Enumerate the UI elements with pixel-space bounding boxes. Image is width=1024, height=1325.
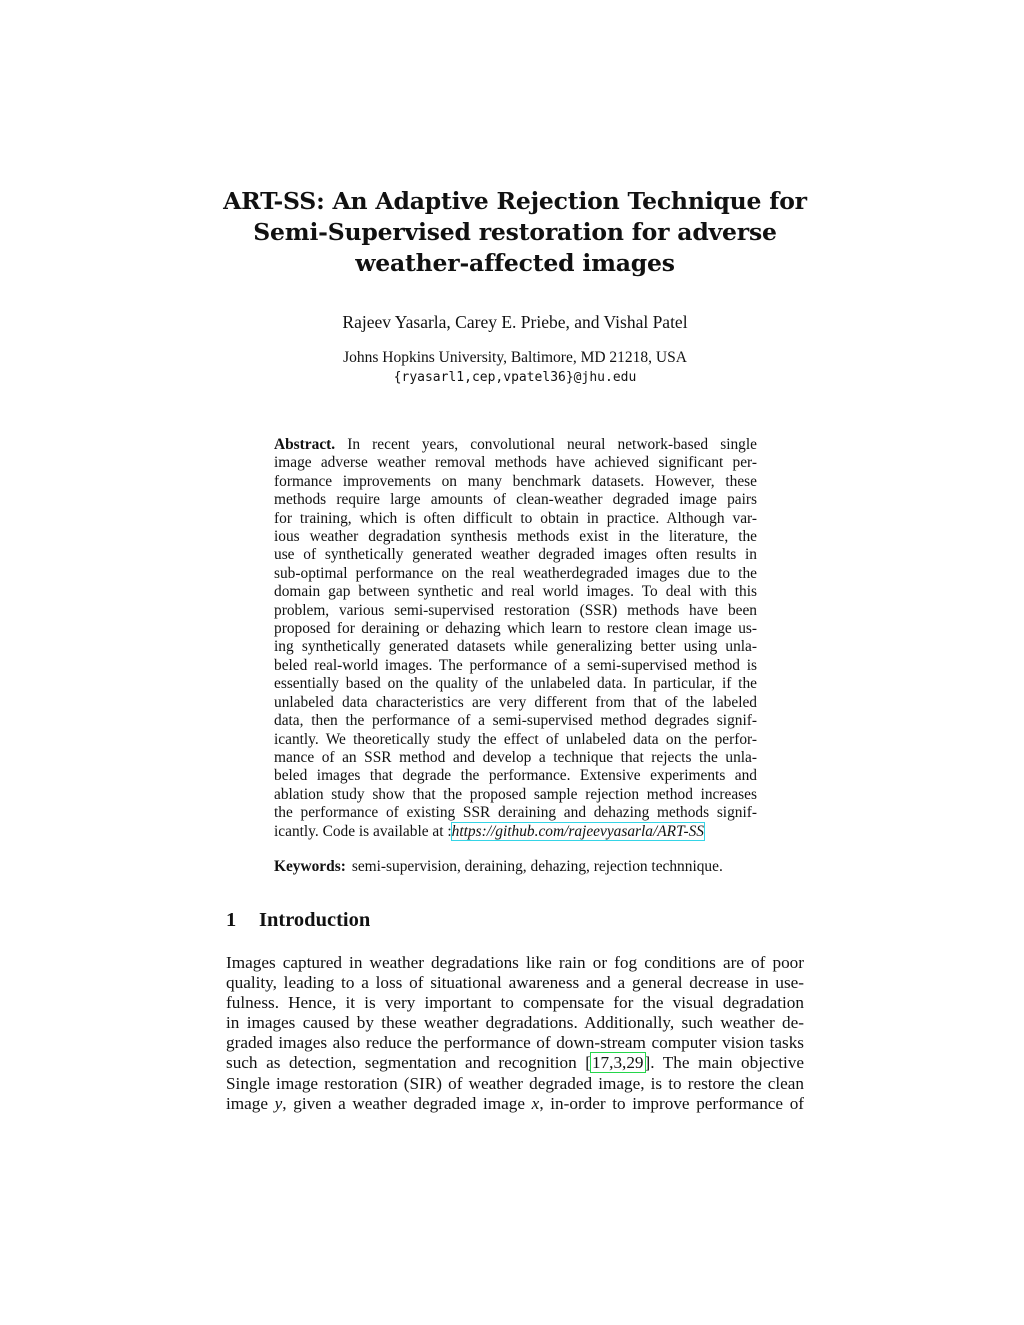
abstract-line: formance improvements on many benchmark datasets. However, these: [274, 472, 757, 490]
abstract-line: problem, various semi-supervised restoration (SSR) methods have been: [274, 601, 757, 619]
intro-line: in images caused by these weather degradations. Additionally, such weather de-: [226, 1013, 804, 1033]
variable-y: y: [274, 1093, 283, 1113]
introduction-paragraph: [226, 953, 804, 1114]
abstract-line: ablation study show that the proposed sample rejection method increases: [274, 785, 757, 803]
abstract-line: data, then the performance of a semi-supervised method degrades signif-: [274, 712, 757, 730]
abstract-line: mance of an SSR method and develop a technique that rejects the unla-: [274, 748, 757, 766]
abstract-label: Abstract.: [274, 436, 336, 453]
abstract-line: the performance of existing SSR deraining and dehazing methods signif-: [274, 804, 757, 822]
abstract-line: beled images that degrade the performance. Extensive experiments and: [274, 767, 757, 785]
section-heading: [226, 909, 370, 932]
section-number: 1: [226, 909, 237, 931]
abstract-line: methods require large amounts of clean-weather degraded image pairs: [274, 491, 757, 509]
abstract-line: proposed for deraining or dehazing which learn to restore clean image us-: [274, 620, 757, 638]
paper-title: [200, 186, 830, 279]
abstract-last-line: icantly. Code is available at :: [274, 822, 452, 840]
keywords-label: Keywords:: [274, 858, 346, 875]
title-line-1: ART-SS: An Adaptive Rejection Technique for: [223, 187, 807, 215]
code-repository-link[interactable]: https://github.com/rajeevyasarla/ART-SS: [451, 822, 705, 840]
intro-line-8-c: , in-order to improve performance of: [539, 1093, 805, 1113]
intro-line: graded images also reduce the performance of down-stream computer vision tasks: [226, 1033, 804, 1053]
intro-line-6-end: ]. The main objective: [644, 1053, 804, 1073]
section-title: Introduction: [259, 909, 371, 931]
intro-line-6-start: such as detection, segmentation and recognition [: [226, 1053, 591, 1073]
keywords-text: semi-supervision, deraining, dehazing, rejection technnique.: [351, 858, 723, 875]
abstract-line: ing synthetically generated datasets while generalizing better using unla-: [274, 638, 757, 656]
intro-line: Images captured in weather degradations like rain or fog conditions are of poor: [226, 953, 804, 972]
keywords: [274, 857, 757, 876]
abstract-line: use of synthetically generated weather degraded images often results in: [274, 546, 757, 564]
abstract: [274, 436, 757, 841]
affiliation: Johns Hopkins University, Baltimore, MD 21218, USA: [343, 349, 687, 366]
abstract-line: ious weather degradation synthesis methods exist in the literature, the: [274, 528, 757, 546]
intro-line: quality, leading to a loss of situational awareness and a general decrease in use-: [226, 973, 804, 993]
intro-line-8-b: , given a weather degraded image: [282, 1093, 532, 1113]
author-list: Rajeev Yasarla, Carey E. Priebe, and Vishal Patel: [342, 312, 688, 332]
author-emails: {ryasarl1,cep,vpatel36}@jhu.edu: [393, 370, 637, 385]
affiliation-block: [200, 348, 830, 388]
abstract-line: beled real-world images. The performance of a semi-supervised method is: [274, 656, 757, 674]
abstract-line: icantly. We theoretically study the effect of unlabeled data on the perfor-: [274, 730, 757, 748]
citation-link[interactable]: 17,3,29: [591, 1053, 644, 1073]
abstract-line: sub-optimal performance on the real weatherdegraded images due to the: [274, 564, 757, 582]
abstract-line: essentially based on the quality of the unlabeled data. In particular, if the: [274, 675, 757, 693]
title-line-3: weather-affected images: [355, 249, 675, 277]
intro-line: fulness. Hence, it is very important to compensate for the visual degradation: [226, 993, 804, 1013]
abstract-line: domain gap between synthetic and real world images. To deal with this: [274, 583, 757, 601]
abstract-line: for training, which is often difficult to obtain in practice. Although var-: [274, 509, 757, 527]
title-line-2: Semi-Supervised restoration for adverse: [253, 218, 777, 246]
abstract-line: In recent years, convolutional neural network-based single: [347, 436, 757, 453]
variable-x: x: [531, 1093, 540, 1113]
intro-line: Single image restoration (SIR) of weather degraded image, is to restore the clean: [226, 1073, 804, 1093]
intro-line-8-a: image: [226, 1093, 275, 1113]
abstract-line: image adverse weather removal methods have achieved significant per-: [274, 454, 757, 472]
abstract-line: unlabeled data characteristics are very different from that of the labeled: [274, 693, 757, 711]
